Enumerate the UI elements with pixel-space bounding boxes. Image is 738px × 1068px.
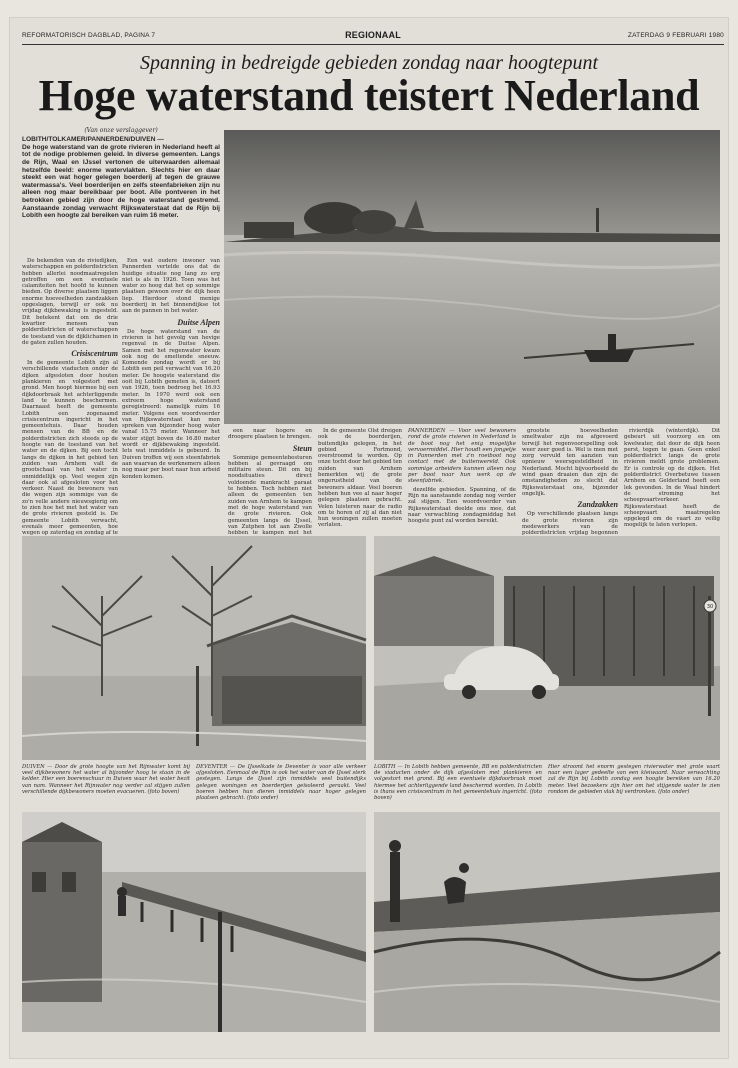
flooded-farmhouse-image — [22, 536, 366, 760]
running-head — [22, 32, 724, 44]
photo-caption-pannerden: PANNERDEN — Voor veel bewoners rond de grote rivieren in Nederland is de boot nog het enig mogelijke vervoermiddel. Hier houdt een jongetje in Pannerden met z'n roeiboot nog contact met de buitenwereld. Ook sommige arbeiders kunnen alleen nog per boot naar hun werk op de steenfabriek. — [408, 428, 516, 485]
kicker: Spanning in bedreigde gebieden zondag naar hoogtepunt — [139, 52, 599, 74]
lead-places: LOBITH/TOLKAMER/PANNERDEN/DUIVEN — — [22, 136, 164, 144]
caption-duiven: DUIVEN — Door de grote hoogte van het Rijnwater komt bij veel dijkbewoners het water al bijzonder hoog te staan in de kelder. Hier een boerenschuur in Duiven waar het water bezit van nam. Wanneer het Rijnwater nog verder zal stijgen zullen verschillende dijkbewoners moeten evacueren. (foto boven) — [22, 764, 190, 795]
photo-pannerden-flood — [224, 130, 720, 424]
lead-block — [22, 128, 220, 220]
caption-lobith: LOBITH — In Lobith hebben gemeente, BB en polderdistricten de viaducten onder de dijk afgesloten met plankieren en volgestort met grond. Bij een eventuele dijkdoorbraak moet hiermee het achterliggende land beschermd worden. In Lobith is thans een crisiscentrum in het gemeentehuis ingericht. (foto boven) — [374, 764, 542, 802]
paragraph: In de gemeente Lobith zijn al verschillende viaducten onder de dijken afgesloten door houten plankieren en volgestort met grond. Men hoopt hiermee bij een dijkdoorbraak het achterliggende land te kunnen beschermen. Daarnaast heeft de gemeente Lobith een zogenaamd crisiscentrum ingericht in het gemeentehuis. Daar houden mensen van de BB en de polderdistricten zich steeds op de hoogte van de toestand van het water en de dijken. Bij een tocht langs de dijken in het gebied ten zuiden van Arnhem valt de grootschaal van het water in onmiddellijk op. Veel wegen zijn daar ook al afgesloten voor het verkeer. Naast de bewoners van die wegen zijn sommige van de zo'n velle andere nieuwsgierig om te zien hoe het met het water van de grote rivieren gesteld is. De gemeente Lobith verwacht, evenals meer gemeenten, hoe wegen op zaterdag en zondag af te — [22, 360, 118, 537]
paragraph: In de gemeente Olst dreigen ook de boerderijen, buitendijks gelegen, in het gebied Fortmond, overstroomd te worden. Op onze tocht door het gebied ten zuiden van Arnhem bemerkten wij de grote ongerustheid van de bewoners aldaar. Veel boeren hebben hun vee al naar hoger gelegen plaatsen gebracht. Velen luisteren naar de radio om te horen of zij al dan niet hun woningen zullen moeten verlaten. — [318, 428, 403, 529]
photo-lobith-barrier — [374, 536, 720, 760]
subhead-zandzakken: Zandzakken — [577, 500, 618, 510]
caption-deventer: DEVENTER — De IJsselkade te Deventer is voor alle verkeer afgesloten. Eenmaal de Rijn is ook het water van de IJssel sterk gestegen. Langs de IJssel zijn inmiddels veel buitendijks gelegen woningen en boerderijen geïsoleerd geraakt. Veel boeren hebben hun dieren inmiddels naar hoger gelegen plaatsen gebracht. (foto onder) — [196, 764, 366, 802]
section-title: REGIONAAL — [345, 30, 401, 40]
lead-paragraph: De hoge waterstand van de grote rivieren in Nederland heeft al tot de nodige problemen geleid. In diverse gemeenten. Langs de Rijn, Waal en IJssel vertonen de uiterwaarden allemaal hetzelfde beeld: enorme watervlakten. Slechts hier en daar steekt een wat hoger gelegen boerderij af tegen de grauwe watermassa's. Veel boerderijen en zelfs steenfabrieken zijn nu alleen nog maar bereikbaar per boot. Alle pontveren in het betrokken gebied zijn door de hoge waterstand gestremd. Aanstaande zondag verwacht Rijkswaterstaat dat de Rijn bij Lobith een hoogte zal bereiken van ruim 16 meter. — [22, 143, 220, 220]
article-column-6 — [522, 428, 618, 537]
caption-right: Hier stroomt het enorm gestegen rivierwater met grote vaart naar een lager gedeelte van een kleiwaard. Naar verwachting zal de Rijn bij Lobith zondag een hoogte bereiken van 16.20 meter. Veel bezoekers zijn hier om het stijgende water te zien rondom de gebieden vlak bij verdronken. (foto onder) — [548, 764, 720, 795]
paragraph: De bekenden van de riviedijken, waterschappen en polderdistricten hebben allerlei noodmaatregelen getroffen om een eventuele calamiteiten het hoofd te kunnen bieden. Op diverse plaatsen liggen enorme hoeveelheden zandzakken opgeslagen, terwijl er ook nu vrijdag dijkbewaking is ingesteld. Dit betekent dat om de drie kwartier mensen van polderdistricten of waterschappen de toestand van de dijklichamen in de gaten zullen houden. — [22, 258, 118, 346]
paragraph: Op verschillende plaatsen langs de grote rivieren zijn medewerkers van de polderdistricten vrijdag begonnen — [522, 511, 618, 537]
paper-name-page: REFORMATORISCH DAGBLAD, PAGINA 7 — [22, 32, 156, 39]
paragraph: De hoge waterstand van de rivieren is het gevolg van hevige regenval in de Duitse Alpen. Samen met het regenwater kwam ook nog de smeltende sneeuw. Komende zondag wordt er bij Lobith een peil verwacht van 16.20 meter. De hoogste waterstand die ooit bij Lobith gemeten is, dateert van 1926, toen bedroeg het 16.93 meter. In 1970 werd ook een extreem hoge waterstand geregistreerd: namelijk ruim 16 meter. Volgens een woordvoerder van Rijkswaterstaat kan men spreken van bijzonder hoog water vanaf 15.75 meter. Wanneer het water stijgt boven de 16.80 meter wordt er dijkbewaking ingesteld. Iets wat inmiddels is gebeurd. In Duiven troffen wij een steenfabriek aan waarvan de werknemers alleen nog maar per boot naar hun arbeid konden komen. — [122, 328, 220, 480]
header-rule — [22, 44, 724, 45]
subhead-crisiscentrum: Crisiscentrum — [71, 349, 118, 359]
photo-deventer-quay — [22, 812, 366, 1032]
article-column-5 — [408, 428, 516, 532]
paragraph: grootste hoeveelheden smeltwater zijn nu afgevoerd terwijl het regenvoorspelling ook weer zeer goed is. Wel is men met zorg vervuld ten aanzien van opnieuw weersgesteldheid in Nederland. Mocht bijvoorbeeld de wind gaan draaien dan zijn de omstandigheden zo slecht dat Rijkswaterstaat ons, bijzonder ongelijk. — [522, 428, 618, 497]
article-column-1 — [22, 258, 118, 537]
paragraph: een naar hogere en droogere plaatsen te brengen. — [228, 428, 312, 441]
article-column-2 — [122, 258, 220, 530]
paragraph: rivierdijk (winterdijk). Dit gebeurt uit voorzorg en om kwelwater, dat door de dijk heen perst, tegen te gaan. Geen enkel polderdistrict langs de grote rivieren meldt grote problemen. Er is controle op de dijken. Het polderdistrict Overbetuwe tussen Arnhem en Gelderland heeft een lek gevonden. In de Waal hindert de stroming het scheepvaartverkeer. Rijkswaterstaat heeft de scheepvaart maatregelen opgelegd om de vaart zo veilig mogelijk te laten verlopen. — [624, 428, 720, 529]
headline: Hoge waterstand teistert Nederland — [38, 71, 700, 120]
road-sign-number: 30 — [706, 604, 714, 610]
byline: (Van onze verslaggever) — [84, 127, 158, 134]
photo-duiven-deventer — [22, 536, 366, 760]
river-bank-people-image — [374, 812, 720, 1032]
paragraph: dezelfde gebieden. Spanning, of de Rijn na aanstaande zondag nog verder zal stijgen. Een woordvoerder van Rijkswaterstaat deelde ons mee, dat naar verwachting zondagmiddag het hoogste punt zal worden bereikt. — [408, 486, 516, 525]
article-column-7 — [624, 428, 720, 532]
issue-date: ZATERDAG 9 FEBRUARI 1980 — [627, 32, 724, 39]
subhead-duitse-alpen: Duitse Alpen — [177, 317, 220, 327]
article-column-3 — [228, 428, 312, 537]
viaduct-barrier-with-car-image — [374, 536, 720, 760]
article-column-4 — [318, 428, 402, 532]
flooded-quay-image — [22, 812, 366, 1032]
photo-river-bank — [374, 812, 720, 1032]
paragraph: Een wat oudere inwoner van Pannerden vertelde ons dat de huidige situatie nog lang zo erg niet is als in 1926. Toen was het water zo hoog dat het op sommige plaatsen gewoon over de dijk heen liep. Hierdoor stond menige boerderij in het binnendijkse tot aan de pannen in het water. — [122, 258, 220, 315]
paragraph: Sommige gemeentebesturen hebben al gevraagd om militaire steun. Dit om bij noodsituaties direct voldoende mankracht paraat te hebben. Toch hebben niet alleen de gemeenten ten zuiden van Arnhem te kampen met de hoge waterstand van de grote rivieren. Ook gemeenten langs de IJssel, van Zutphen tot aan Zwolle hebben te kampen met het — [228, 454, 312, 537]
rowboat-on-floodwater-image — [224, 130, 720, 424]
subhead-steun: Steun — [292, 443, 312, 453]
